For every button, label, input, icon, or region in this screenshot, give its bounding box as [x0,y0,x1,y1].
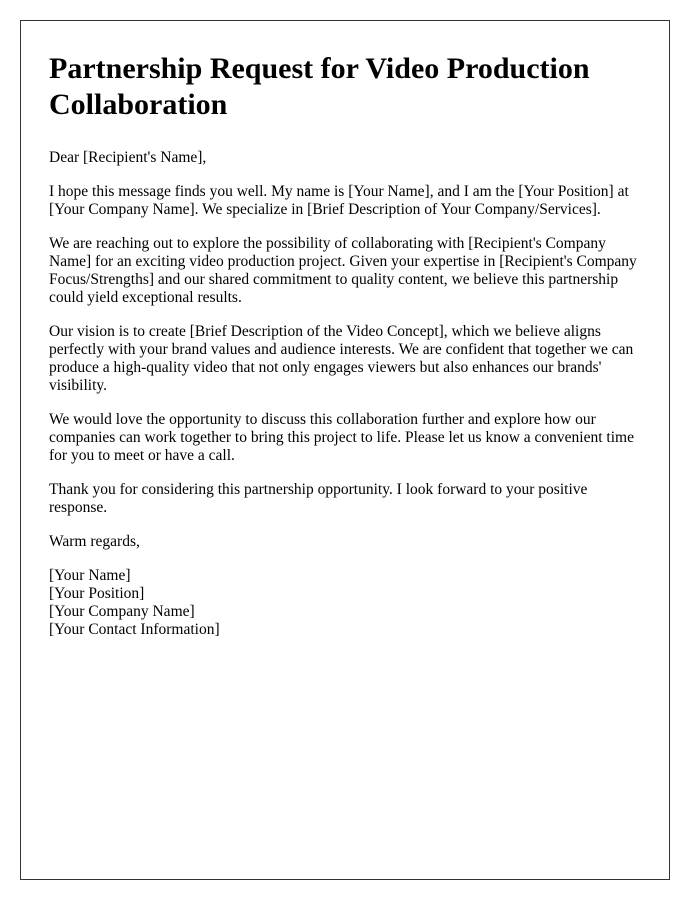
body-paragraph-intro: I hope this message finds you well. My name is [Your Name], and I am the [Your Position] at [Your Company Name]. We specialize in [Brief Description of Your Company/Services]. [49,183,629,218]
body-paragraph-meeting: We would love the opportunity to discuss this collaboration further and explore how our companies can work together to bring this project to life. Please let us know a convenient time for you to meet or have a call. [49,411,634,464]
signature-block [49,567,649,639]
salutation: Dear [Recipient's Name], [49,149,207,166]
letter-title: Partnership Request for Video Production Collaboration [49,52,590,121]
signature-position: [Your Position] [49,585,145,602]
body-paragraph-vision: Our vision is to create [Brief Description of the Video Concept], which we believe aligns perfectly with your brand values and audience interests. We are confident that together we can produce a high-quality video that not only engages viewers but also enhances our brands' visibility. [49,323,634,394]
letter-page [20,20,670,880]
signature-contact: [Your Contact Information] [49,621,220,638]
closing: Warm regards, [49,533,140,550]
body-paragraph-proposal: We are reaching out to explore the possibility of collaborating with [Recipient's Company Name] for an exciting video production project. Given your expertise in [Recipient's Company Focus/Strengths] and our shared commitment to quality content, we believe this partnership could yield exceptional results. [49,235,637,306]
signature-name: [Your Name] [49,567,131,584]
signature-company: [Your Company Name] [49,603,195,620]
body-paragraph-thanks: Thank you for considering this partnership opportunity. I look forward to your positive response. [49,481,588,516]
